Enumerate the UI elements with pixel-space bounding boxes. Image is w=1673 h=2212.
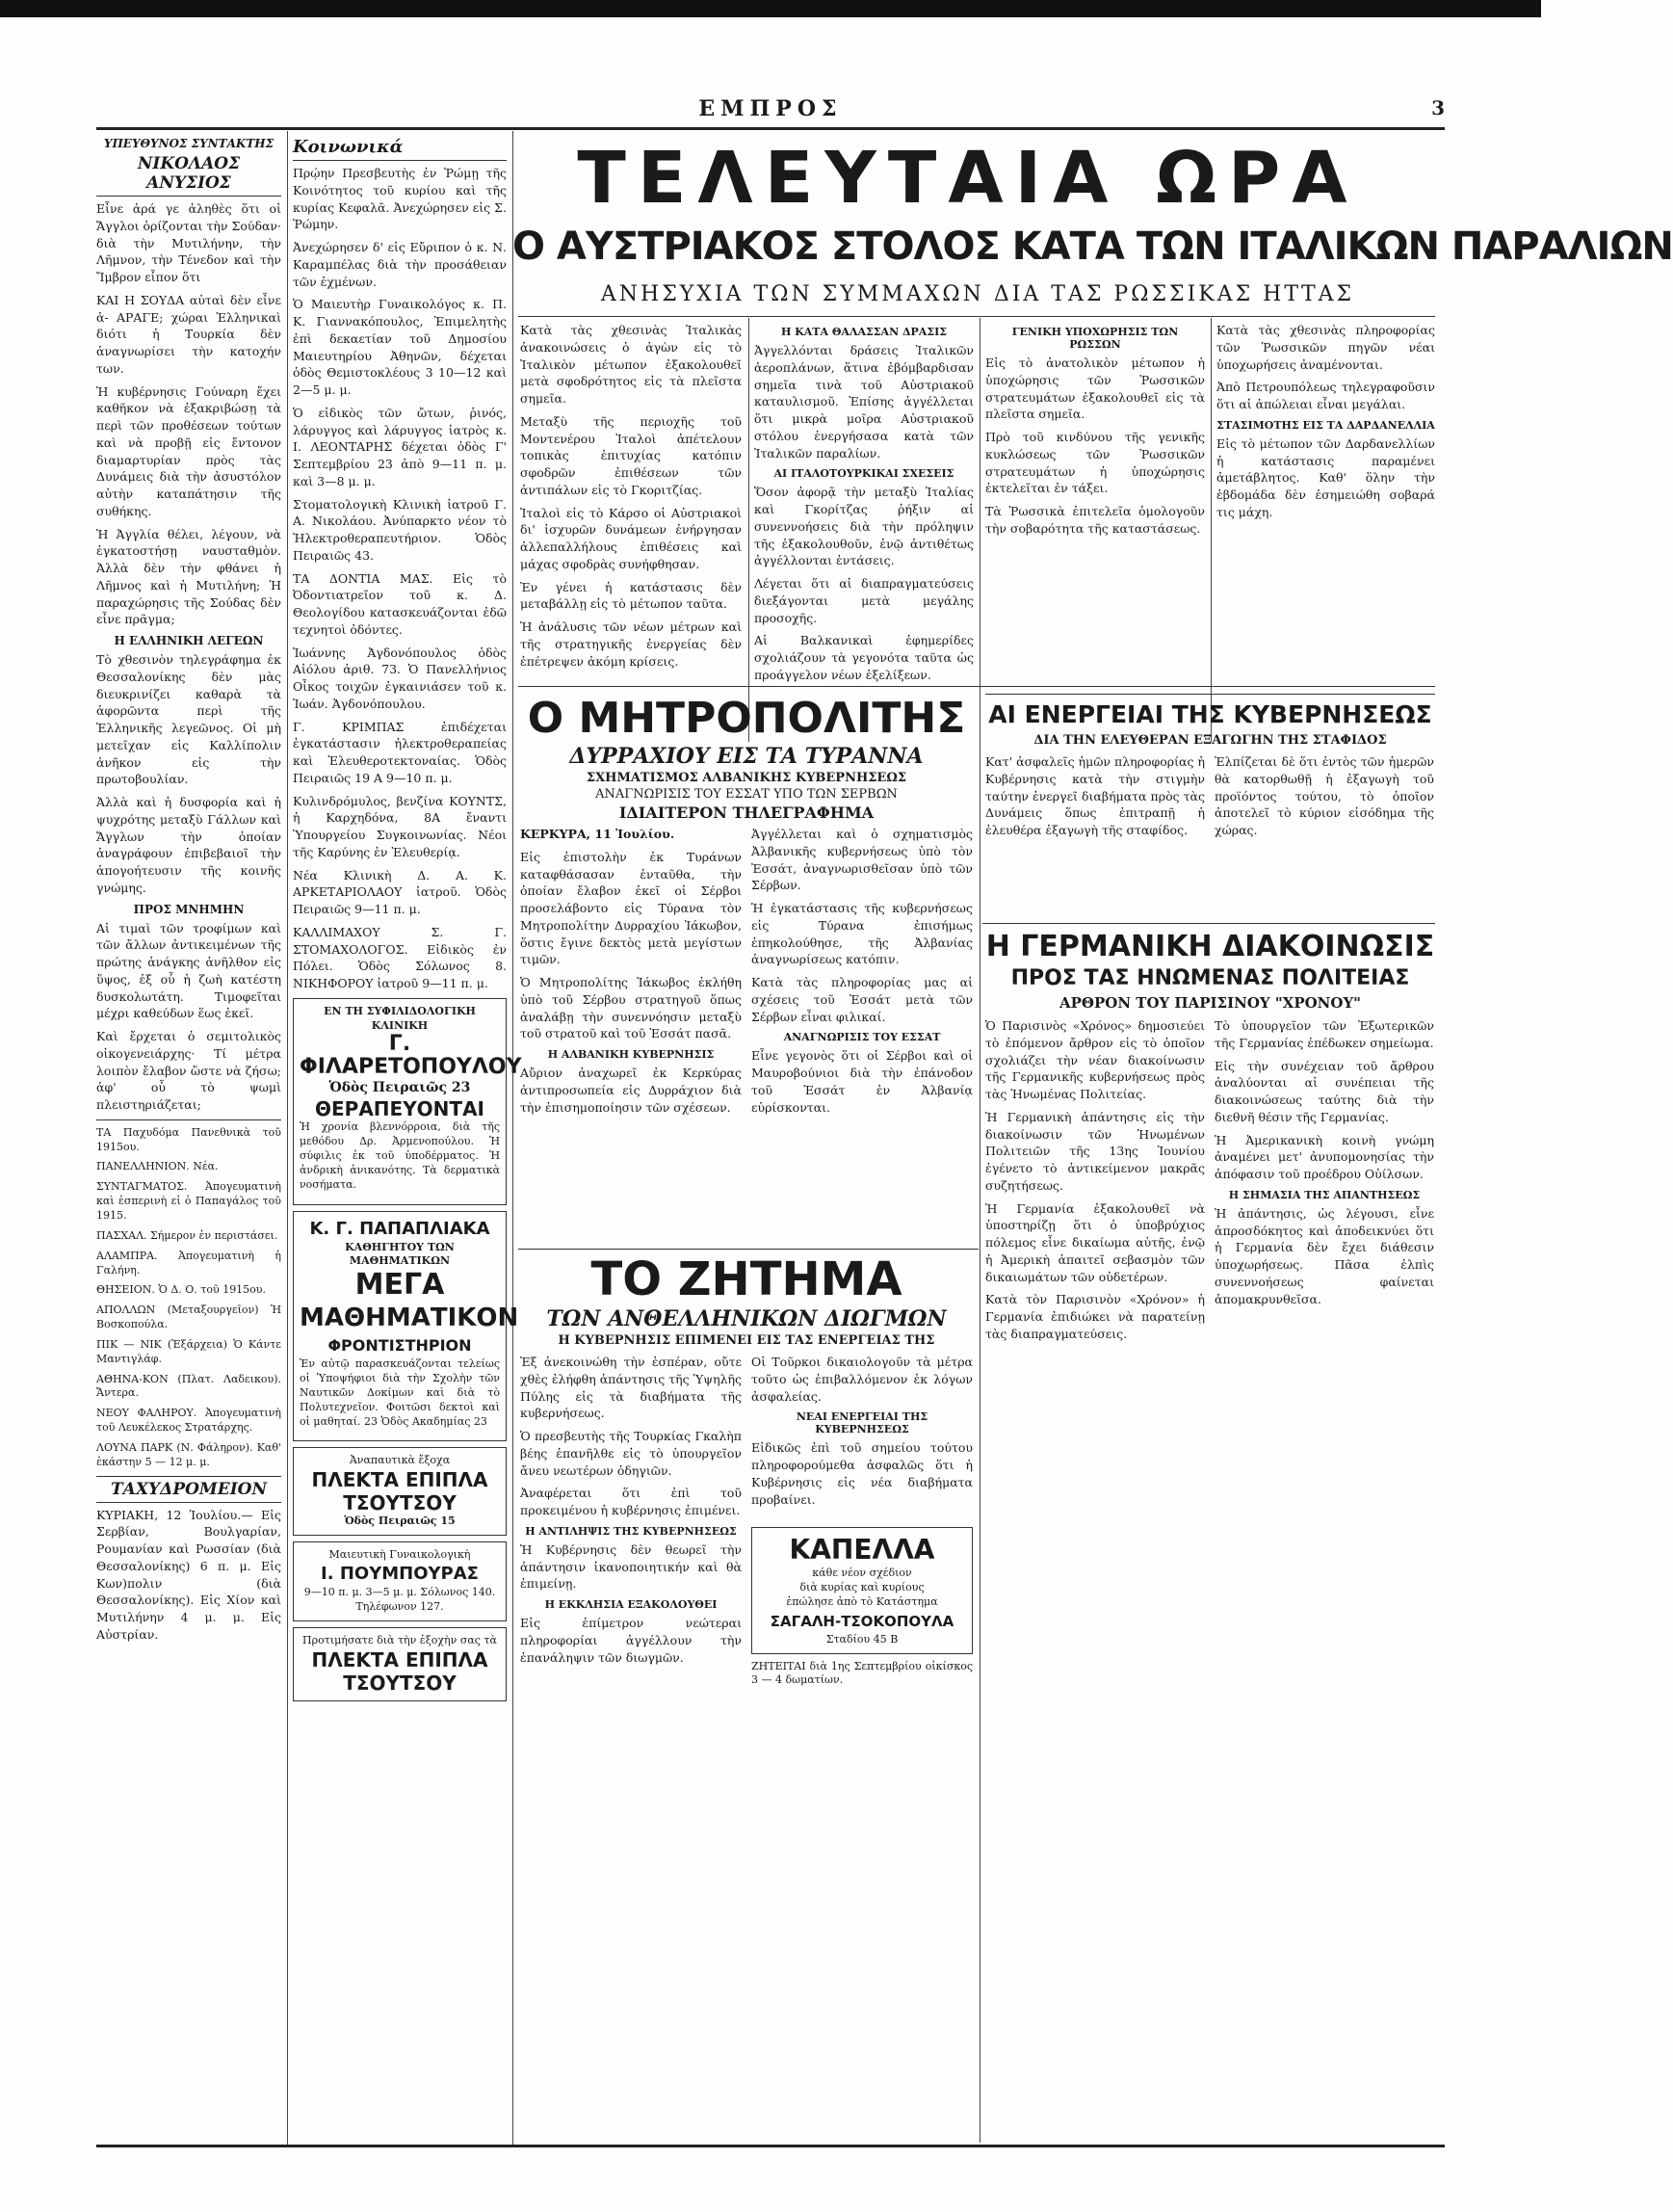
banner-rule: [518, 316, 1435, 317]
paragraph: Μεταξὺ τῆς περιοχῆς τοῦ Μοντενέρου Ἰταλοὶ ἀπέτελουν τοπικὰς ἐπιτυχίας κατόπιν σφοδρῶν ἐπιθέσεων τῶν ἀντιπάλων εἰς τὸ Γκοριτζίας.: [520, 413, 742, 497]
ad-line: Μαιευτικὴ Γυναικολογικὴ: [328, 1548, 471, 1562]
paragraph: Ἀγγελλόνται δράσεις Ἰταλικῶν ἀεροπλάνων, ἅτινα ἐβόμβαρδισαν σημεῖα τινὰ τοῦ Αὐστριακοῦ καταυλισμοῦ. Ἐπίσης ἀγγέλλεται ὅτι μικρὰ μοῖρα Αὐστριακοῦ στόλου ἐνεργήσασα κατὰ τῶν Ἰταλικῶν παραλίων.: [754, 343, 974, 461]
ad-headline: ΜΕΓΑ: [354, 1268, 445, 1303]
ad-address: Σταδίου 45 Β: [825, 1632, 899, 1646]
ad-headline: ΜΑΘΗΜΑΤΙΚΟΝ: [300, 1304, 519, 1333]
paragraph: Εἶνε γεγονὸς ὅτι οἱ Σέρβοι καὶ οἱ Μαυροβούνιοι διὰ τὴν ἐπάνοδον τοῦ Ἐσσάτ ἐν Ἀλβανίᾳ εὑρίσκονται.: [751, 1048, 973, 1115]
ad-name: ΠΛΕΚΤΑ ΕΠΙΠΛΑ ΤΣΟΥΤΣΟΥ: [311, 1468, 488, 1515]
list-item: ΤΑ Παχυδόμα Πανεθνικὰ τοῦ 1915ου.: [96, 1125, 281, 1153]
paragraph: Ἡ ἀπάντησις, ὡς λέγουσι, εἶνε ἀπροσδόκητος καὶ ἀποδεικνύει ὅτι ἡ Γερμανία δὲν ἔχει διάθεσιν ὑποχωρήσεως. Πᾶσα ἐλπὶς συνεννοήσεως φαίνεται ἀπομακρυνθεῖσα.: [1215, 1205, 1434, 1306]
paragraph: Ὁ Μαιευτὴρ Γυναικολόγος κ. Π. Κ. Γιαννακόπουλος, Ἐπιμελητὴς ἐπὶ δεκαετίαν τοῦ Δημοσίου Μαιευτηρίου Ἀθηνῶν, δέχεται ὁδὸς Θεμιστοκλέους 3 10—12 καὶ 2—5 μ. μ.: [293, 297, 507, 397]
paragraph: Εἰς ἐπίμετρον νεώτεραι πληροφορίαι ἀγγέλλουν τὴν ἐπανάληψιν τῶν διωγμῶν.: [520, 1616, 742, 1665]
paragraph: Ἡ Γερμανικὴ ἀπάντησις εἰς τὴν διακοίνωσιν τῶν Ἡνωμένων Πολιτειῶν τῆς 13ης Ἰουνίου ἐγένετο τὸ ἀντικείμενον μακρᾶς συζητήσεως.: [985, 1109, 1205, 1193]
article-subhead: ΑΡΘΡΟΝ ΤΟΥ ΠΑΡΙΣΙΝΟΥ "ΧΡΟΝΟΥ": [1059, 994, 1361, 1012]
tutoring-ad: [293, 1211, 519, 1442]
section-heading: Η ΣΗΜΑΣΙΑ ΤΗΣ ΑΠΑΝΤΗΣΕΩΣ: [1228, 1188, 1421, 1201]
paragraph: Εἰς ἐπιστολὴν ἐκ Τυράνων καταφθάσασαν ἐνταῦθα, τὴν ὁποίαν ἔλαβον ἐκεῖ οἱ Σέρβοι προσελάβοντο εἰς Τύρανα τὸν Μητροπολίτην Δυρραχίου Ἰάκωβον, ὅστις ἔγινε δεκτὸς μετὰ μεγίστων τιμῶν.: [520, 849, 742, 967]
government-article: [985, 694, 1435, 925]
german-note-article: [985, 929, 1435, 2143]
news-column: [1216, 322, 1435, 740]
paragraph: Κατὰ τὸν Παρισινὸν «Χρόνον» ἡ Γερμανία ἐπιδιώκει νὰ παρατείνῃ τὰς διαπραγματεύσεις.: [985, 1292, 1205, 1341]
article-subhead: ΤΩΝ ΑΝΘΕΛΛΗΝΙΚΩΝ ΔΙΩΓΜΩΝ: [546, 1306, 947, 1331]
paragraph: Στοματολογικὴ Κλινικὴ ἰατροῦ Γ. Α. Νικολάου. Ἀνύπαρκτο νέον τὸ Ἠλεκτροθεραπευτήριον. Ὁδὸς Πειραιῶς 43.: [293, 496, 507, 563]
col-divider: [1211, 318, 1212, 742]
article-headline: ΤΟ ΖΗΤΗΜΑ: [590, 1252, 902, 1306]
banner-subheadline: Ο ΑΥΣΤΡΙΑΚΟΣ ΣΤΟΛΟΣ ΚΑΤΑ ΤΩΝ ΙΤΑΛΙΚΩΝ ΠΑΡΑΛΙΩΝ: [512, 224, 1673, 269]
ad-line: Ἀναπαυτικὰ ἔξοχα: [349, 1454, 451, 1467]
banner-tagline: ΑΝΗΣΥΧΙΑ ΤΩΝ ΣΥΜΜΑΧΩΝ ΔΙΑ ΤΑΣ ΡΩΣΣΙΚΑΣ ΗΤΤΑΣ: [600, 282, 1355, 306]
paragraph: Ἀλλὰ καὶ ἡ δυσφορία καὶ ἡ ψυχρότης μεταξὺ Γάλλων καὶ Ἄγγλων τὴν ὁποίαν ἀναγράφουν ἐπιβεβαιοῖ τὴν ἀπογοήτευσιν τῆς κοινῆς γνώμης.: [96, 795, 281, 895]
hat-shop-ad: [751, 1527, 973, 1653]
section-heading: ΑΝΑΓΝΩΡΙΣΙΣ ΤΟΥ ΕΣΣΑΤ: [783, 1031, 941, 1044]
paragraph: Ἡ Κυβέρνησις δὲν θεωρεῖ τὴν ἀπάντησιν ἱκανοποιητικήν καὶ θὰ ἐπιμείνῃ.: [520, 1541, 742, 1592]
section-heading: ΝΕΑΙ ΕΝΕΡΓΕΙΑΙ ΤΗΣ ΚΥΒΕΡΝΗΣΕΩΣ: [796, 1410, 928, 1436]
newspaper-title: ΕΜΠΡΟΣ: [698, 96, 843, 121]
masthead-rule: [96, 127, 1445, 130]
furniture-ad-2: [293, 1627, 507, 1701]
section-heading: ΓΕΝΙΚΗ ΥΠΟΧΩΡΗΣΙΣ ΤΩΝ ΡΩΣΣΩΝ: [1011, 326, 1179, 351]
article-subhead: ΑΝΑΓΝΩΡΙΣΙΣ ΤΟΥ ΕΣΣΑΤ ΥΠΟ ΤΩΝ ΣΕΡΒΩΝ: [595, 787, 898, 802]
paragraph: Ἡ Ἀγγλία θέλει, λέγουν, νὰ ἐγκατοστήσῃ ναυσταθμὸν. Ἀλλὰ δὲν τὴν φθάνει ἡ Λῆμνος καὶ ἡ Μυτιλήνη; Ἡ παραχώρησις τῆς Σούδας δὲν εἶνε πρᾶγμα;: [96, 526, 281, 627]
paragraph: ΤΑ ΔΟΝΤΙΑ ΜΑΣ. Εἰς τὸ Ὀδοντιατρεῖον τοῦ κ. Δ. Θεολογίδου κατασκευάζονται ἐδῶ τεχνητοὶ ὀδόντες.: [293, 570, 507, 637]
paragraph: ΚΑΛΛΙΜΑΧΟΥ Σ. Γ. ΣΤΟΜΑΧΟΛΟΓΟΣ. Εἰδικὸς ἐν Πόλει. Ὁδὸς Σόλωνος 8. ΝΙΚΗΦΟΡΟΥ ἰατροῦ 9—11 π. μ.: [293, 924, 507, 990]
post-office-heading: ΤΑΧΥΔΡΟΜΕΙΟΝ: [96, 1476, 281, 1503]
ad-line: κάθε νέον σχέδιον: [812, 1567, 912, 1580]
article-headline: ΑΙ ΕΝΕΡΓΕΙΑΙ ΤΗΣ ΚΥΒΕΡΝΗΣΕΩΣ: [985, 694, 1435, 731]
ad-headline: ΦΡΟΝΤΙΣΤΗΡΙΟΝ: [327, 1336, 472, 1356]
paragraph: Τὰ Ῥωσσικὰ ἐπιτελεῖα ὁμολογοῦν τὴν σοβαρότητα τῆς καταστάσεως.: [985, 504, 1205, 536]
ad-name: ΣΑΓΑΛΗ-ΤΣΟΚΟΠΟΥΛΑ: [770, 1612, 954, 1630]
paragraph: Εἶνε ἀρά γε ἀληθὲς ὅτι οἱ Ἄγγλοι ὁρίζονται τὴν Σούδαν· διὰ τὴν Μυτιλήνην, τὴν Λῆμνον, τὴν Τένεδον καὶ τὴν Ἴμβρον εἶπον ὅτι: [96, 201, 281, 284]
list-item: ΑΘΗΝΑ-ΚΟΝ (Πλατ. Λαδεικου). Ἄντερα.: [96, 1372, 281, 1400]
paragraph: Ἐν γένει ἡ κατάστασις δὲν μεταβάλλῃ εἰς τὸ μέτωπον ταῦτα.: [520, 579, 742, 612]
doctor-ad: [293, 1541, 507, 1621]
section-heading: ΑΙ ΙΤΑΛΟΤΟΥΡΚΙΚΑΙ ΣΧΕΣΕΙΣ: [773, 467, 954, 481]
paragraph: Ἀνεχώρησεν δ' εἰς Εὔριπον ὁ κ. Ν. Καραμπέλας διὰ τὴν προσάθειαν τῶν ἐχμένων.: [293, 240, 507, 289]
theater-listings: [96, 1126, 281, 1470]
section-rule: [518, 1249, 979, 1250]
ad-line: διὰ κυρίας καὶ κυρίους: [799, 1581, 925, 1594]
paragraph: Καὶ ἔρχεται ὁ σεμιτολικὸς οἰκογενειάρχης· Τί μέτρα λοιπὸν ἔλαβον ὥστε νὰ ζήσω; ἀφ' οὗ τὸ ψωμὶ πλειστηριάζεται;: [96, 1029, 281, 1112]
ad-address: Ὁδὸς Πειραιῶς 15: [344, 1514, 456, 1528]
list-item: ΣΥΝΤΑΓΜΑΤΟΣ. Ἀπογευματινὴ καὶ ἐσπερινὴ εἰ ὁ Παπαγάλος τοῦ 1915.: [96, 1180, 281, 1222]
paragraph: Πρῴην Πρεσβευτὴς ἐν Ῥώμῃ τῆς Κοινότητος τοῦ κυρίου καὶ τῆς κυρίας Κεφαλᾶ. Ἀνεχώρησεν εἰς Σ. Ῥώμην.: [293, 166, 507, 232]
column-editorial: [96, 133, 281, 2146]
paragraph: Ἰωάννης Ἀγδονόπουλος ὁδὸς Αἰόλου ἀριθ. 73. Ὁ Πανελλήνιος Οἶκος τοιχῶν ἐγκαινιάσεν τοῦ κ. Ἰωάν. Ἀγδονόπουλου.: [293, 645, 507, 711]
ad-text: 9—10 π. μ. 3—5 μ. μ. Σόλωνος 140. Τηλέφωνον 127.: [303, 1585, 496, 1613]
article-subhead: ΙΔΙΑΙΤΕΡΟΝ ΤΗΛΕΓΡΑΦΗΜΑ: [618, 803, 875, 822]
paragraph: Ὁ Μητροπολίτης Ἰάκωβος ἐκλήθη ὑπὸ τοῦ Σέρβου στρατηγοῦ ὅπως ἀναλάβῃ τὴν συνεννόησιν μεταξὺ τοῦ στρατοῦ καὶ τοῦ Ἐσσάτ πασᾶ.: [520, 975, 742, 1041]
masthead: [0, 96, 1541, 123]
paragraph: Νέα Κλινικὴ Δ. Α. Κ. ΑΡΚΕΤΑΡΙΟΛΑΟΥ ἰατροῦ. Ὁδὸς Πειραιῶς 9—11 π. μ.: [293, 867, 507, 916]
col-divider-2: [512, 131, 513, 2145]
banner-headline: ΤΕΛΕΥΤΑΙΑ ΩΡΑ: [577, 137, 1359, 220]
persecution-article: [520, 1252, 973, 1869]
news-column: [754, 322, 974, 740]
paragraph: ΚΥΡΙΑΚΗ, 12 Ἰουλίου.— Εἰς Σερβίαν, Βουλγαρίαν, Ρουμανίαν καὶ Ρωσσίαν (διὰ Θεσσαλονίκης) 6 π. μ. Εἰς Κων)πολιν (διὰ Θεσσαλονίκης). Εἰς Χίον καὶ Μυτιλήνην 4 μ. μ. Εἰς Αὐστρίαν.: [96, 1507, 281, 1642]
ad-name: Ι. ΠΟΥΜΠΟΥΡΑΣ: [321, 1563, 479, 1584]
article-subhead: ΔΥΡΡΑΧΙΟΥ ΕΙΣ ΤΑ ΤΥΡΑΝΝΑ: [569, 744, 924, 769]
paragraph: Ἡ ἀνάλυσις τῶν νέων μέτρων καὶ τῆς στρατηγικῆς ἐνεργείας δὲν ἐπέτρεψεν ἀκόμη κρίσεις.: [520, 619, 742, 669]
section-heading: Η ΕΛΛΗΝΙΚΗ ΛΕΓΕΩΝ: [114, 634, 264, 647]
paragraph: Ὁ εἰδικὸς τῶν ὤτων, ῥινός, λάρυγγος καὶ λάρυγγος ἰατρὸς κ. Ι. ΛΕΟΝΤΑΡΗΣ δέχεται ὁδὸς Γ' Σεπτεμβρίου 23 ἀπὸ 9—11 π. μ. καὶ 3—8 μ. μ.: [293, 405, 507, 488]
ad-name: Γ. ΦΙΛΑΡΕΤΟΠΟΥΛΟΥ: [300, 1032, 522, 1080]
article-headline: Ο ΜΗΤΡΟΠΟΛΙΤΗΣ: [527, 694, 966, 743]
social-heading: Κοινωνικά: [293, 137, 507, 161]
list-item: ΑΠΟΛΛΩΝ (Μεταξουργεῖον) Ἡ Βοσκοπούλα.: [96, 1304, 281, 1331]
author-name: ΝΙΚΟΛΑΟΣ ΑΝΥΣΙΟΣ: [96, 154, 281, 197]
paragraph: Κατὰ τὰς χθεσινὰς πληροφορίας τῶν Ῥωσσικῶν πηγῶν νέαι ὑποχωρήσεις ἀναμένονται.: [1216, 323, 1435, 372]
paragraph: Λέγεται ὅτι αἱ διαπραγματεύσεις διεξάγονται μετὰ μεγάλης προσοχῆς.: [754, 576, 974, 625]
section-heading: ΣΤΑΣΙΜΟΤΗΣ ΕΙΣ ΤΑ ΔΑΡΔΑΝΕΛΛΙΑ: [1216, 418, 1435, 432]
section-heading: Η ΚΑΤΑ ΘΑΛΑΣΣΑΝ ΔΡΑΣΙΣ: [780, 326, 948, 338]
paragraph: Εἰδικῶς ἐπὶ τοῦ σημείου τούτου πληροφορούμεθα ἀσφαλῶς ὅτι ἡ Κυβέρνησις εἰς νέα διαβήματα προβαίνει.: [751, 1440, 973, 1507]
classified-ad: ΖΗΤΕΙΤΑΙ διὰ 1ης Σεπτεμβρίου οἰκίσκος 3 — 4 δωματίων.: [751, 1659, 973, 1687]
ad-line: ΚΑΘΗΓΗΤΟΥ ΤΩΝ ΜΑΘΗΜΑΤΙΚΩΝ: [345, 1240, 455, 1268]
paragraph: Ἀγγέλλεται καὶ ὁ σχηματισμὸς Ἀλβανικῆς κυβερνήσεως ὑπὸ τὸν Ἐσσάτ, ἀναγνωρισθεῖσαν ὑπὸ τῶν Σέρβων.: [751, 827, 973, 893]
paragraph: Κατ' ἀσφαλεῖς ἡμῶν πληροφορίας ἡ Κυβέρνησις κατὰ τὴν στιγμὴν ταύτην ἐνεργεῖ διαβήματα πρὸς τὰς Δυνάμεις ὅπως ἐπιτραπῇ ἡ ἐλευθέρα ἐξαγωγὴ τῆς σταφίδος.: [985, 754, 1205, 837]
section-rule: [982, 923, 1435, 924]
article-subhead: ΠΡΟΣ ΤΑΣ ΗΝΩΜΕΝΑΣ ΠΟΛΙΤΕΙΑΣ: [1010, 966, 1410, 990]
list-item: ΠΙΚ — ΝΙΚ (Ἐξάρχεια) Ὁ Κάντε Μαντιγλάφ.: [96, 1337, 281, 1365]
article-subhead: ΣΧΗΜΑΤΙΣΜΟΣ ΑΛΒΑΝΙΚΗΣ ΚΥΒΕΡΝΗΣΕΩΣ: [586, 771, 907, 785]
paragraph: Κατὰ τὰς πληροφορίας μας αἱ σχέσεις τοῦ Ἐσσάτ μετὰ τῶν Σέρβων εἶναι φιλικαί.: [751, 975, 973, 1024]
paragraph: Ἡ κυβέρνησις Γούναρη ἔχει καθῆκον νὰ ἐξακριβώσῃ τὰ περὶ τῶν προθέσεων τούτων καὶ νὰ προβῇ εἰς ἔντονον διαμαρτυρίαν πρὸς τὰς Δυνάμεις διὰ τὴν ἀσυστόλον αὐτὴν καταπάτησιν τῆς συθήκης.: [96, 383, 281, 518]
section-heading: ΠΡΟΣ ΜΝΗΜΗΝ: [133, 902, 245, 916]
list-item: ΑΛΑΜΠΡΑ. Ἀπογευματινὴ ἡ Γαλήνη.: [96, 1249, 281, 1277]
paragraph: Εἰς τὸ μέτωπον τῶν Δαρδανελλίων ἡ κατάστασις παραμένει ἀμετάβλητος. Καθ' ὅλην τὴν ἑβδομάδα δὲν ἐσημειώθη σοβαρά τις μάχη.: [1216, 435, 1435, 519]
paragraph: Ἀναφέρεται ὅτι ἐπὶ τοῦ προκειμένου ἡ κυβέρνησις ἐπιμένει.: [520, 1486, 742, 1517]
paragraph: Εἰς τὸ ἀνατολικὸν μέτωπον ἡ ὑποχώρησις τῶν Ῥωσσικῶν στρατευμάτων ἐξακολουθεῖ εἰς τὰ πλεῖστα σημεῖα.: [985, 356, 1205, 422]
paragraph: Τὸ χθεσινὸν τηλεγράφημα ἐκ Θεσσαλονίκης δὲν μὰς διευκρινίζει καθαρὰ τὰ ἀφορῶντα περὶ τῆς Ἑλληνικῆς λεγεῶνος. Οἱ μὴ μετεῖχαν εἰς Καλλίπολιν ἀνῆκον εἰς τὴν πρωτοβουλίαν.: [96, 652, 281, 787]
section-heading: Η ΑΛΒΑΝΙΚΗ ΚΥΒΕΡΝΗΣΙΣ: [547, 1048, 715, 1061]
dateline: ΚΕΡΚΥΡΑ, 11 Ἰουλίου.: [520, 827, 675, 841]
col-divider-1: [287, 131, 288, 2145]
section-heading: Η ΕΚΚΛΗΣΙΑ ΕΞΑΚΟΛΟΥΘΕΙ: [544, 1598, 718, 1611]
paragraph: Ἰταλοὶ εἰς τὸ Κάρσο οἱ Αὐστριακοὶ δι' ἰσχυρῶν δυνάμεων ἐνήργησαν ἀλλεπαλλήλους ἐπιθέσεις καὶ μάχας σφοδρὰς συνήφθησαν.: [520, 505, 742, 571]
top-black-bar: [0, 0, 1541, 17]
ad-headline: ΘΕΡΑΠΕΥΟΝΤΑΙ: [315, 1097, 484, 1121]
news-column: [520, 322, 742, 740]
paragraph: Γ. ΚΡΙΜΠΑΣ ἐπιδέχεται ἐγκατάστασιν ἠλεκτροθεραπείας καὶ Ἐλευθεροτεκτοναίας. Ὁδὸς Πειραιῶς 19 Α 9—10 π. μ.: [293, 719, 507, 785]
list-item: ΛΟΥΝΑ ΠΑΡΚ (Ν. Φάληρον). Καθ' ἑκάστην 5 — 12 μ. μ.: [96, 1440, 281, 1468]
paragraph: Κυλινδρόμυλος, βενζίνα ΚΟΥΝΤΣ, ἡ Καρχηδόνα, 8Α ἔναντι Ὑπουργείου Συγκοινωνίας. Νέοι τῆς Καρύνης ἐν Ἐλευθερίᾳ.: [293, 793, 507, 859]
paragraph: Ὁ πρεσβευτὴς τῆς Τουρκίας Γκαλὴπ βέης ἐπανῆλθε εἰς τὸ ὑπουργεῖον ἄνευ νεωτέρων ὁδηγιῶν.: [520, 1429, 742, 1478]
bottom-rule: [96, 2145, 1445, 2147]
byline: ΥΠΕΥΘΥΝΟΣ ΣΥΝΤΑΚΤΗΣ: [103, 137, 274, 150]
clinic-ad: [293, 998, 522, 1205]
ad-address: Ὁδὸς Πειραιῶς 23: [328, 1080, 471, 1096]
col-divider: [748, 318, 749, 742]
ad-text: Ἐν αὐτῷ παρασκευάζονται τελείως οἱ Ὑποψήφιοι διὰ τὴν Σχολὴν τῶν Ναυτικῶν Δοκίμων καὶ διὰ τὸ Πολυτεχνεῖον. Φοιτῶσι δεκτοὶ καὶ οἱ μαθηταί. 23 Ὁδὸς Ακαδημίας 23: [300, 1357, 500, 1428]
article-subhead: ΔΙΑ ΤΗΝ ΕΛΕΥΘΕΡΑΝ ΕΞΑΓΩΓΗΝ ΤΗΣ ΣΤΑΦΙΔΟΣ: [1033, 733, 1387, 748]
ad-line: ἐπώλησε ἀπὸ τὸ Κατάστημα: [786, 1594, 938, 1608]
ad-name: Κ. Γ. ΠΑΠΑΠΛΙΑΚΑ: [309, 1218, 490, 1239]
news-column: [985, 322, 1205, 740]
paragraph: Ἐξ ἀνεκοινώθη τὴν ἑσπέραν, οὔτε χθὲς ἐλήφθη ἀπάντησις τῆς Ὑψηλῆς Πύλης εἰς τὰ διαβήματα τῆς κυβερνήσεως.: [520, 1355, 742, 1421]
list-item: ΝΕΟΥ ΦΑΛΗΡΟΥ. Ἀπογευματινὴ τοῦ Λευκέλεκος Στρατάρχης.: [96, 1407, 281, 1435]
metropolitan-article: [520, 694, 973, 1243]
paragraph: Πρὸ τοῦ κινδύνου τῆς γενικῆς κυκλώσεως τῶν Ῥωσσικῶν στρατευμάτων ἡ ὑποχώρησις ἐκτελεῖται ἐν τάξει.: [985, 430, 1205, 496]
paragraph: Ἡ Γερμανία ἐξακολουθεῖ νὰ ὑποστηρίζῃ ὅτι ὁ ὑποβρύχιος πόλεμος εἶνε δικαίωμα αὐτῆς, ἐνῷ ἡ Ἀμερικὴ ἀπαιτεῖ σεβασμὸν τῶν δικαιωμάτων τῶν οὐδετέρων.: [985, 1200, 1205, 1284]
ad-name: ΠΛΕΚΤΑ ΕΠΙΠΛΑ ΤΣΟΥΤΣΟΥ: [311, 1647, 488, 1695]
paragraph: Ἡ Ἀμερικανικὴ κοινὴ γνώμη ἀναμένει μετ' ἀνυπομονησίας τὴν ἀπόφασιν τοῦ προέδρου Οὐίλσων.: [1215, 1132, 1434, 1181]
paragraph: Αἱ Βαλκανικαὶ ἐφημερίδες σχολιάζουν τὰ γεγονότα ταῦτα ὡς προάγγελον νέων ἐξελίξεων.: [754, 633, 974, 682]
column-social: [293, 133, 522, 2146]
list-item: ΠΑΣΧΑΛ. Σήμερον ἐν περιστάσει.: [96, 1228, 278, 1242]
paragraph: Αἱ τιμαὶ τῶν τροφίμων καὶ τῶν ἄλλων ἀντικειμένων τῆς πρώτης ἀνάγκης ἀνῆλθον εἰς ὕψος, ἐξ οὗ ἡ ζωὴ κατέστη δυσκολωτάτη. Τιμοφεῖται μέχρι καθεύδων ἕως ἐκεῖ.: [96, 920, 281, 1021]
paragraph: Οἱ Τοῦρκοι δικαιολογοῦν τὰ μέτρα τοῦτο ὡς ἐπιβαλλόμενον ἐκ λόγων ἀσφαλείας.: [751, 1355, 973, 1404]
paragraph: Αὔριον ἀναχωρεῖ ἐκ Κερκύρας ἀντιπροσωπεία εἰς Δυρράχιον διὰ τὴν ἐπισημοποίησιν τῶν σχέσεων.: [520, 1066, 742, 1115]
paragraph: Ὅσον ἀφορᾷ τὴν μεταξὺ Ἰταλίας καὶ Γκορίτζας ῥήξιν αἱ συνεννοήσεις διὰ τὴν πρόληψιν τῆς ἐξακολουθοῦν, ἐνῷ ἀντιθέτως ἀγγέλλονται ἐντάσεις.: [754, 485, 974, 568]
paragraph: Ἀπὸ Πετρουπόλεως τηλεγραφοῦσιν ὅτι αἱ ἀπώλειαι εἶναι μεγάλαι.: [1216, 380, 1435, 411]
section-heading: Η ΑΝΤΙΛΗΨΙΣ ΤΗΣ ΚΥΒΕΡΝΗΣΕΩΣ: [525, 1524, 737, 1538]
paragraph: ΚΑΙ Η ΣΟΥΔΑ αὐταὶ δὲν εἶνε ἁ- ΑΡΑΓΕ; χώραι Ἑλληνικαὶ διότι ἡ Τουρκία δὲν ἀναγνωρίσει τὴν κατοχήν των.: [96, 292, 281, 376]
list-item: ΘΗΣΕΙΟΝ. Ὁ Δ. Ο. τοῦ 1915ου.: [96, 1283, 266, 1297]
paragraph: Ὁ Παρισινὸς «Χρόνος» δημοσιεύει τὸ ἑπόμενον ἄρθρον εἰς τὸ ὁποῖον σχολιάζει τὴν νέαν διακοίνωσιν τῆς Γερμανικῆς κυβερνήσεως πρὸς τὰς Ἡνωμένας Πολιτείας.: [985, 1018, 1205, 1101]
ad-line: Προτιμήσατε διὰ τὴν ἐξοχὴν σας τὰ: [302, 1633, 497, 1646]
furniture-ad: [293, 1447, 507, 1536]
paragraph: Κατὰ τὰς χθεσινὰς Ἰταλικὰς ἀνακοινώσεις ὁ ἀγὼν εἰς τὸ Ἰταλικὸν μέτωπον ἐξακολουθεῖ μετὰ σφοδρότητος εἰς τὰ πλεῖστα σημεῖα.: [520, 323, 742, 406]
ad-headline: ΚΑΠΕΛΛΑ: [789, 1534, 935, 1567]
paragraph: Εἰς τὴν συνέχειαν τοῦ ἄρθρου ἀναλύονται αἱ συνέπειαι τῆς διακοινώσεως ταύτης διὰ τὴν διεθνῆ θέσιν τῆς Γερμανίας.: [1215, 1058, 1434, 1124]
ad-text: Ἡ χρονία βλεννόρροια, διὰ τῆς μεθόδου Δρ. Ἀρμενοπούλου. Ἡ σύφιλις ἐκ τοῦ ὑποδέρματος. Ἡ ἀνδρικὴ ἀνικανότης. Τὰ δερματικὰ νοσήματα.: [300, 1120, 500, 1191]
paragraph: Τὸ ὑπουργεῖον τῶν Ἐξωτερικῶν τῆς Γερμανίας ἐπέδωκεν σημείωμα.: [1215, 1018, 1434, 1050]
article-headline: Η ΓΕΡΜΑΝΙΚΗ ΔΙΑΚΟΙΝΩΣΙΣ: [985, 930, 1435, 963]
page-number: 3: [1431, 96, 1445, 119]
list-item: ΠΑΝΕΛΛΗΝΙΟΝ. Νέα.: [96, 1160, 219, 1173]
ad-line: ΕΝ ΤΗ ΣΥΦΙΛΙΔΟΛΟΓΙΚΗ ΚΛΙΝΙΚΗ: [324, 1004, 476, 1032]
section-rule: [518, 686, 1435, 687]
paragraph: Ἐλπίζεται δὲ ὅτι ἐντὸς τῶν ἡμερῶν θὰ κατορθωθῇ ἡ ἐξαγωγὴ τοῦ προϊόντος τούτου, τὸ ὁποῖον ἀποτελεῖ τὸ κύριον εἰσόδημα τῆς χώρας.: [1215, 754, 1434, 837]
article-subhead: Η ΚΥΒΕΡΝΗΣΙΣ ΕΠΙΜΕΝΕΙ ΕΙΣ ΤΑΣ ΕΝΕΡΓΕΙΑΣ ΤΗΣ: [558, 1333, 935, 1348]
paragraph: Ἡ ἐγκατάστασις τῆς κυβερνήσεως εἰς Τύρανα ἐπισήμως ἐπηκολούθησε, τῆς Ἀλβανίας ἀναγνωρίσεως κατόπιν.: [751, 901, 973, 967]
